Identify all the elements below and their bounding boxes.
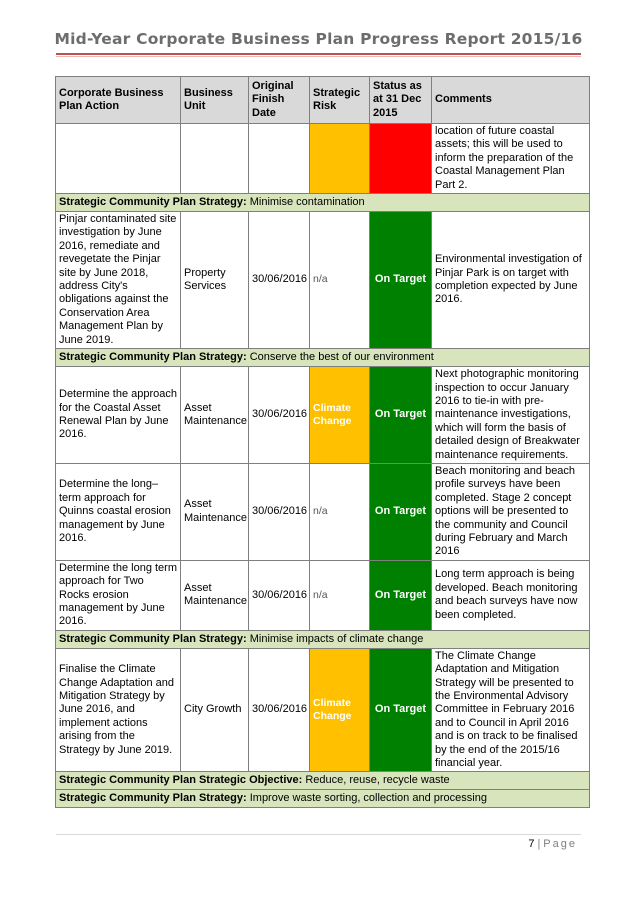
table-row [56, 648, 590, 772]
cell-risk: n/a [310, 212, 370, 349]
section-label: Strategic Community Plan Strategy: [59, 195, 247, 208]
table-row-continued [56, 124, 590, 194]
cell-comment: Next photographic monitoring inspection to occur January 2016 to tie-in with pre-maintenance investigations, which will form the basis of detailed design of Breakwater maintenance requirements. [432, 367, 590, 464]
page-footer [528, 838, 577, 850]
header-rule [56, 53, 581, 55]
cell-risk: n/a [310, 463, 370, 560]
section-label: Strategic Community Plan Strategy: [59, 350, 247, 363]
cell-unit [181, 124, 249, 194]
cell-comment: Beach monitoring and beach profile surveys have been completed. Stage 2 concept options will be presented to the community and Council during February and March 2016 [432, 463, 590, 560]
section-row [56, 630, 590, 648]
cell-status-red [370, 124, 432, 194]
cell-action: Pinjar contaminated site investigation by June 2016, remediate and revegetate the Pinjar site by June 2018, address City's obligations against the Conservation Area Management Plan by June 2019. [56, 212, 181, 349]
section-label: Strategic Community Plan Strategic Objective: [59, 774, 303, 787]
section-row [56, 790, 590, 808]
cell-action: Determine the long term approach for Two Rocks erosion management by June 2016. [56, 560, 181, 630]
page-number: 7 [528, 838, 535, 850]
page-separator: | [537, 838, 541, 850]
cell-action: Determine the long–term approach for Quinns coastal erosion management by June 2016. [56, 463, 181, 560]
page-label: Page [543, 838, 577, 850]
col-header-risk: Strategic Risk [310, 77, 370, 124]
cell-risk: n/a [310, 560, 370, 630]
cell-action: Finalise the Climate Change Adaptation and Mitigation Strategy by June 2016, and implement actions arising from the Strategy by June 2019. [56, 648, 181, 772]
footer-rule [56, 834, 581, 835]
col-header-unit: Business Unit [181, 77, 249, 124]
cell-comment: Long term approach is being developed. Beach monitoring and beach surveys have now been completed. [432, 560, 590, 630]
section-text: Conserve the best of our environment [249, 350, 434, 363]
cell-date [249, 124, 310, 194]
cell-unit: Property Services [181, 212, 249, 349]
cell-unit: Asset Maintenance [181, 560, 249, 630]
col-header-status: Status as at 31 Dec 2015 [370, 77, 432, 124]
section-text: Minimise impacts of climate change [249, 632, 424, 645]
cell-unit: Asset Maintenance [181, 463, 249, 560]
section-row [56, 194, 590, 212]
section-label: Strategic Community Plan Strategy: [59, 632, 247, 645]
cell-status: On Target [370, 367, 432, 464]
table-header-row [56, 77, 590, 124]
cell-unit: City Growth [181, 648, 249, 772]
progress-table [55, 76, 590, 808]
cell-date: 30/06/2016 [249, 367, 310, 464]
section-row [56, 349, 590, 367]
header-rule-thin [56, 56, 581, 57]
cell-status: On Target [370, 560, 432, 630]
table-row [56, 560, 590, 630]
page-header-title: Mid-Year Corporate Business Plan Progress Report 2015/16 [54, 30, 583, 48]
table-row [56, 212, 590, 349]
cell-action [56, 124, 181, 194]
cell-risk-amber [310, 124, 370, 194]
section-text: Improve waste sorting, collection and processing [249, 792, 487, 805]
col-header-date: Original Finish Date [249, 77, 310, 124]
cell-comment: location of future coastal assets; this will be used to inform the preparation of the Coastal Management Plan Part 2. [432, 124, 590, 194]
col-header-comments: Comments [432, 77, 590, 124]
table-row [56, 463, 590, 560]
cell-status: On Target [370, 212, 432, 349]
section-text: Minimise contamination [249, 195, 365, 208]
cell-action: Determine the approach for the Coastal Asset Renewal Plan by June 2016. [56, 367, 181, 464]
cell-status: On Target [370, 648, 432, 772]
cell-risk: Climate Change [310, 367, 370, 464]
cell-date: 30/06/2016 [249, 463, 310, 560]
cell-risk: Climate Change [310, 648, 370, 772]
section-row [56, 772, 590, 790]
section-text: Reduce, reuse, recycle waste [305, 774, 450, 787]
cell-status: On Target [370, 463, 432, 560]
cell-comment: Environmental investigation of Pinjar Park is on target with completion expected by June 2016. [432, 212, 590, 349]
table-row [56, 367, 590, 464]
col-header-action: Corporate Business Plan Action [56, 77, 181, 124]
section-label: Strategic Community Plan Strategy: [59, 792, 247, 805]
cell-unit: Asset Maintenance [181, 367, 249, 464]
cell-date: 30/06/2016 [249, 560, 310, 630]
cell-comment: The Climate Change Adaptation and Mitigation Strategy will be presented to the Environmental Advisory Committee in February 2016 and to Council in April 2016 and is on track to be finalised by the end of the 2015/16 financial year. [432, 648, 590, 772]
cell-date: 30/06/2016 [249, 648, 310, 772]
cell-date: 30/06/2016 [249, 212, 310, 349]
